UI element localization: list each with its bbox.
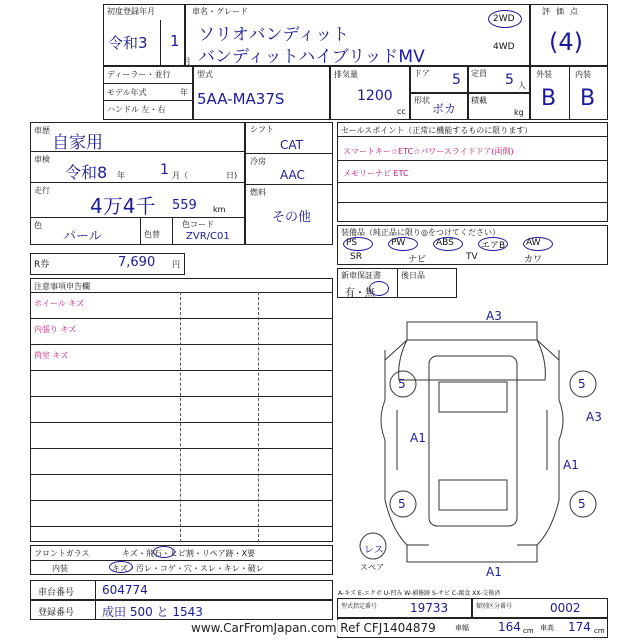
first-reg-label: 初度登録年月 <box>107 7 155 16</box>
inspection-day-paren: 日) <box>226 171 238 180</box>
car-name-line1: ソリオバンディット <box>198 25 350 45</box>
mark-right-side-upper: A3 <box>586 410 602 424</box>
mileage-label: 走行 <box>34 186 50 195</box>
load-label: 積載 <box>471 96 487 105</box>
width-unit: cm <box>523 627 534 635</box>
color-label: 色 <box>34 221 42 230</box>
interior-cond-label: 内装 <box>52 564 68 573</box>
notes-divider <box>258 292 259 542</box>
exterior-grade: B <box>541 86 557 111</box>
after-label: 後日品 <box>401 271 425 280</box>
recycle-label: R券 <box>34 260 50 270</box>
shape-label: 形状 <box>414 96 430 105</box>
mark-wheel-left-rear: 5 <box>398 497 406 511</box>
doors-label: ドア <box>414 69 430 78</box>
class-value: 0002 <box>550 601 581 615</box>
interior-grade: B <box>580 86 596 111</box>
inspection-label: 車検 <box>34 155 50 164</box>
first-reg-era: 令和3 <box>108 34 148 52</box>
inspection-month: 1 <box>160 162 169 178</box>
displacement-unit: cc <box>397 107 406 116</box>
capacity-label: 定員 <box>471 69 487 78</box>
equipment-item-0: PS <box>346 238 358 248</box>
shape: ボカ <box>432 102 457 116</box>
shift-value: CAT <box>280 138 303 152</box>
eval-label: 評価点 <box>542 7 584 16</box>
notes-rule <box>30 526 333 527</box>
capacity: 5 <box>505 72 514 88</box>
notes-rule <box>30 474 333 475</box>
model-year-unit: 年 <box>180 88 188 97</box>
displacement-label: 排気量 <box>334 70 358 79</box>
equipment-row2-item-1: ナビ <box>408 255 427 265</box>
mileage-man: 4万4千 <box>90 194 156 218</box>
use-value: 自家用 <box>52 133 103 153</box>
equipment-row2-item-2: TV <box>466 252 478 262</box>
inspection-year-unit: 年 <box>117 171 125 180</box>
car-name-line2: バンディットハイブリッドMV <box>198 47 425 67</box>
warranty-none-circle <box>369 281 389 296</box>
ac-value: AAC <box>280 168 305 182</box>
equipment-row2-item-3: カワ <box>524 255 543 265</box>
fuel-value: その他 <box>272 210 312 225</box>
mark-left-side: A1 <box>410 431 426 445</box>
interior-label: 内装 <box>575 70 591 79</box>
class-label: 類別区分番号 <box>476 603 513 610</box>
chassis-box <box>30 580 333 600</box>
glass-label: フロントガラス <box>34 549 90 558</box>
height-label: 車高 <box>540 624 554 632</box>
sales-line2: メモリーナビ ETC <box>343 169 409 178</box>
mark-wheel-right-front: 5 <box>578 377 586 391</box>
notes-rule <box>30 292 333 293</box>
shift-label: シフト <box>250 125 274 134</box>
mark-roof-front: A3 <box>486 309 502 323</box>
model-type: 5AA-MA37S <box>197 90 285 108</box>
eval-score: (4) <box>549 28 583 56</box>
capacity-unit: 人 <box>518 81 526 90</box>
type-desig-label: 型式指定番号 <box>341 603 378 610</box>
color-code-label: 色コード <box>182 220 214 229</box>
model-year-label: モデル年式 <box>107 88 147 97</box>
mark-wheel-left-front: 5 <box>398 377 406 391</box>
inspection-month-paren: 月（ <box>172 171 188 180</box>
equipment-row2-item-0: SR <box>350 252 362 262</box>
notes-rule <box>30 344 333 345</box>
width-label: 車幅 <box>455 624 469 632</box>
car-name-label: 車名・グレード <box>192 7 248 16</box>
type-desig-value: 19733 <box>410 601 449 615</box>
car-diagram <box>337 300 608 575</box>
recycle-unit: 円 <box>172 260 180 269</box>
notes-divider <box>180 292 181 542</box>
glass-chip-circle <box>153 546 175 558</box>
recycle-box <box>30 253 185 275</box>
mark-right-side-lower: A1 <box>563 458 579 472</box>
equipment-item-4: AW <box>526 238 541 248</box>
height-unit: cm <box>594 627 605 635</box>
first-reg-month-unit: 月 <box>183 57 191 66</box>
notes-rule <box>30 396 333 397</box>
notes-rule <box>30 370 333 371</box>
inspection-era: 令和8 <box>65 163 108 182</box>
interior-cond-value: キズ・汚レ・コゲ・穴・スレ・キレ・破レ <box>112 564 264 573</box>
exterior-label: 外装 <box>536 70 552 79</box>
load-unit: kg <box>514 108 524 117</box>
notes-item-3: 荷室 キズ <box>34 351 69 360</box>
equipment-item-1: PW <box>391 238 406 248</box>
color-value: パール <box>63 229 102 244</box>
spare-label: スペア <box>360 563 384 572</box>
plate-label: 登録番号 <box>38 608 75 618</box>
mark-wheel-right-rear: 5 <box>578 497 586 511</box>
use-label: 車歴 <box>34 126 50 135</box>
notes-item-2: 内張り キズ <box>34 325 77 334</box>
equipment-title: 装備品（純正品に限り◎をつけてください） <box>341 228 500 237</box>
recycle-value: 7,690 <box>118 255 156 270</box>
chassis-label: 車台番号 <box>38 588 75 598</box>
doors: 5 <box>452 72 461 88</box>
notes-rule <box>30 500 333 501</box>
watermark: www.CarFromJapan.com Ref CFJ1404879 <box>188 620 439 636</box>
model-type-label: 型式 <box>197 70 213 79</box>
equipment-item-3: エアB <box>481 241 506 251</box>
displacement: 1200 <box>357 88 393 104</box>
warranty-label: 新車保証書 <box>341 271 381 280</box>
sales-title: セールスポイント（正常に機能するものに限ります） <box>341 126 533 135</box>
chassis-value: 604774 <box>102 583 148 597</box>
fuel-label: 燃料 <box>250 188 266 197</box>
warranty-value: 有・無 <box>345 288 375 299</box>
drive-4wd: 4WD <box>493 42 515 52</box>
notes-rule <box>30 448 333 449</box>
drive-2wd: 2WD <box>493 14 515 24</box>
equipment-item-2: ABS <box>436 238 454 248</box>
sales-line1: スマートキー☆ETC☆パワースライドドア(両側) <box>343 147 514 156</box>
glass-value: キズ・飛石・ヒビ割・リペア跡・X要 <box>122 549 256 558</box>
interior-scratch-circle <box>109 561 133 573</box>
mileage-unit: km <box>213 205 226 214</box>
color-swatch-label: 色替 <box>144 230 160 239</box>
dealer-label: ディーラー・並行 <box>107 70 171 79</box>
height-value: 174 <box>568 620 591 634</box>
notes-title: 注意事項申告欄 <box>34 282 90 291</box>
spare-circle-text: レス <box>364 545 384 556</box>
ac-label: 冷房 <box>250 157 266 166</box>
color-code: ZVR/C01 <box>186 231 230 242</box>
width-value: 164 <box>498 620 521 634</box>
mark-rear-bumper: A1 <box>486 565 502 579</box>
notes-rule <box>30 422 333 423</box>
first-reg-month: 1 <box>170 32 180 50</box>
plate-value: 成田 500 と 1543 <box>102 605 203 619</box>
damage-legend: A-キズ E-エクボ U-凹み W-補修跡 S-サビ C-腐食 XX-交換済 <box>338 590 501 597</box>
handle-label: ハンドル 左・右 <box>107 105 166 114</box>
mileage-exact: 559 <box>172 198 197 213</box>
notes-item-1: ホイール キズ <box>34 299 85 308</box>
notes-rule <box>30 318 333 319</box>
